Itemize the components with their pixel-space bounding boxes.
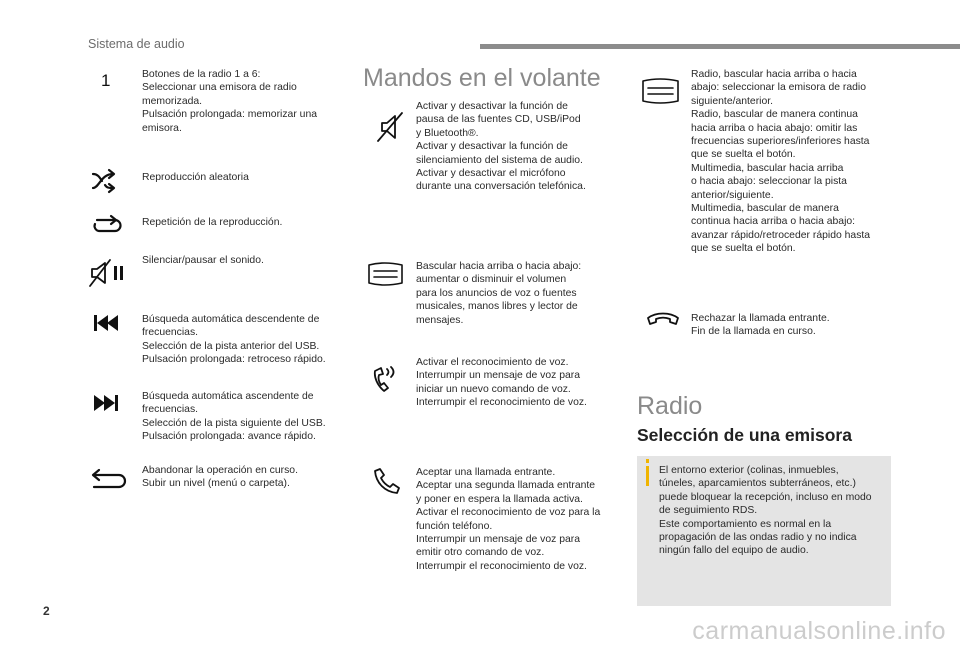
shuffle-text: Reproducción aleatoria [142, 172, 249, 183]
skip-forward-text: Búsqueda automática ascendente de frecuencias. Selección de la pista siguiente del USB. Pulsación prolongada: avance rápido. [142, 391, 326, 443]
radio-section-title: Radio [637, 392, 703, 420]
skip-back-text: Búsqueda automática descendente de frecuencias. Selección de la pista anterior del USB. Pulsación prolongada: retroceso rápido. [142, 314, 326, 366]
volume-rocker-text: Bascular hacia arriba o hacia abajo: aumentar o disminuir el volumen para los anuncios de voz o fuentes musicales, manos libres y lector de mensajes. [416, 261, 582, 326]
back-return-icon [89, 466, 129, 492]
phone-hangup-icon [646, 310, 680, 330]
steering-section-title: Mandos en el volante [363, 64, 601, 92]
volume-rocker-icon [366, 260, 406, 288]
preset-number-icon: 1 [101, 71, 111, 90]
section-header: Sistema de audio [88, 37, 185, 51]
mute-speaker-icon [376, 111, 406, 143]
mute-pause-text: Silenciar/pausar el sonido. [142, 255, 264, 266]
skip-back-icon [94, 315, 122, 331]
scroll-rocker-icon [640, 76, 682, 106]
repeat-icon [91, 214, 123, 236]
radio-subtitle: Selección de una emisora [637, 425, 852, 445]
phone-accept-icon [371, 467, 401, 495]
phone-hangup-text: Rechazar la llamada entrante. Fin de la llamada en curso. [691, 313, 830, 338]
back-text: Abandonar la operación en curso. Subir un nivel (menú o carpeta). [142, 465, 298, 490]
mute-pause-icon [88, 258, 128, 288]
info-text: El entorno exterior (colinas, inmuebles, túneles, aparcamientos subterráneos, etc.) puede bloquear la recepción, incluso en modo de seguimiento RDS. Este comportamiento es normal en la propagación de las ondas radio y no indica ningún fallo del equipo de audio. [659, 465, 872, 557]
scroll-rocker-text: Radio, bascular hacia arriba o hacia abajo: seleccionar la emisora de radio siguiente/anterior. Radio, bascular de manera continua hacia arriba o hacia abajo: omitir las frecuencias superiores/inferiores hasta que se suelta el botón. Multimedia, bascular hacia arriba o hacia abajo: seleccionar la pista anterior/siguiente. Multimedia, bascular de manera continua hacia arriba o hacia abajo: avanzar rápido/retroceder rápido hasta que se suelta el botón. [691, 69, 871, 255]
shuffle-icon [89, 168, 121, 194]
watermark: carmanualsonline.info [692, 617, 946, 645]
info-icon-stem [646, 466, 649, 486]
header-bar [480, 44, 960, 49]
voice-text: Activar el reconocimiento de voz. Interrumpir un mensaje de voz para iniciar un nuevo comando de voz. Interrumpir el reconocimiento de voz. [416, 357, 587, 409]
info-icon [646, 459, 649, 463]
voice-command-icon [369, 363, 401, 397]
page-number: 2 [43, 604, 50, 618]
skip-forward-icon [94, 395, 122, 411]
phone-accept-text: Aceptar una llamada entrante. Aceptar una segunda llamada entrante y poner en espera la llamada activa. Activar el reconocimiento de voz para la función teléfono. Interrumpir un mensaje de voz para emitir otro comando de voz. Interrumpir el reconocimiento de voz. [416, 467, 601, 572]
info-box [637, 456, 891, 606]
preset-buttons-text: Botones de la radio 1 a 6: Seleccionar una emisora de radio memorizada. Pulsación prolongada: memorizar una emisora. [142, 69, 318, 134]
steering-mute-text: Activar y desactivar la función de pausa de las fuentes CD, USB/iPod y Bluetooth®. Activar y desactivar la función de silenciamiento del sistema de audio. Activar y desactivar el micrófono durante una conversación telefónica. [416, 101, 586, 193]
repeat-text: Repetición de la reproducción. [142, 217, 283, 228]
